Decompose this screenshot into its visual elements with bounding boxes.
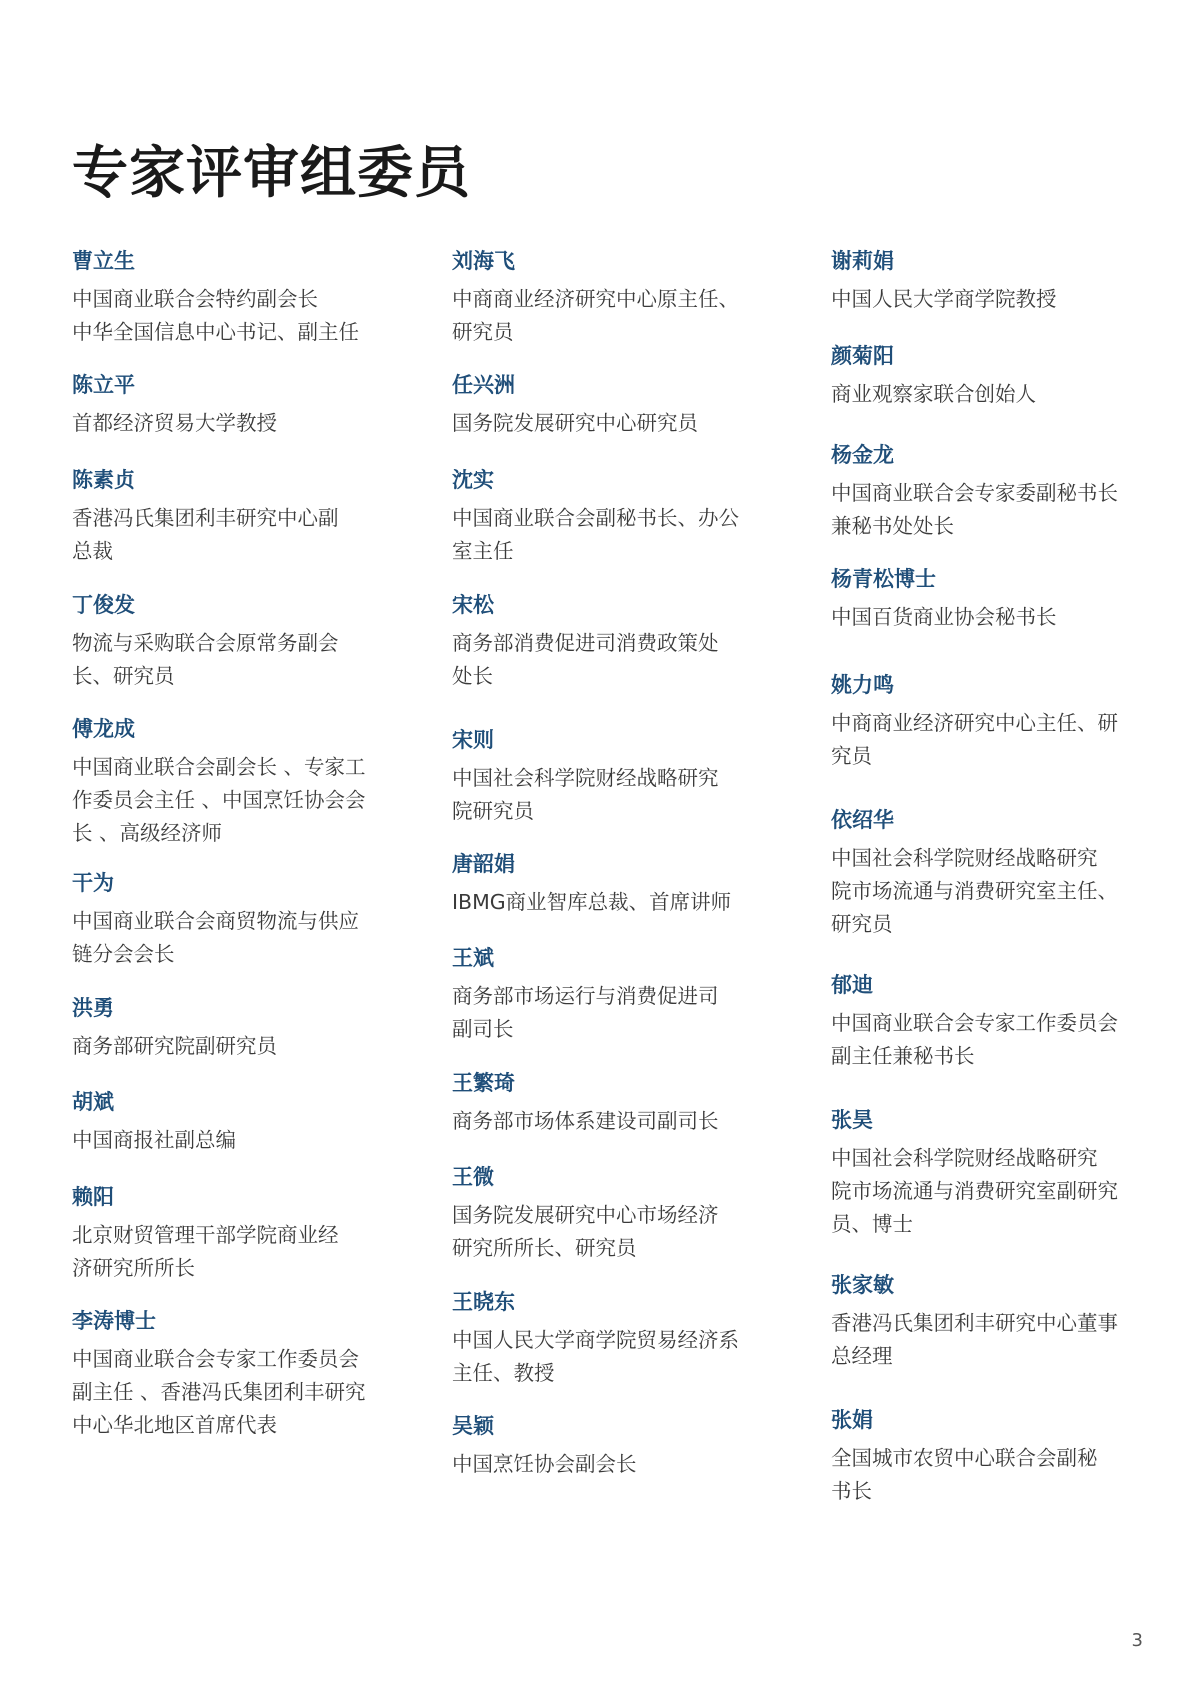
member-entry: [831, 341, 1161, 411]
member-name: 吴颖: [452, 1414, 494, 1438]
member-title: 商业观察家联合创始人: [831, 382, 1036, 406]
member-name: 颜菊阳: [831, 344, 894, 368]
member-title: 商务部研究院副研究员: [72, 1034, 277, 1058]
member-entry: [831, 1270, 1161, 1373]
member-entry: [72, 868, 402, 971]
member-name: 张娟: [831, 1408, 873, 1432]
member-title: 中国商业联合会特约副会长 中华全国信息中心书记、副主任: [72, 287, 359, 344]
member-name: 郁迪: [831, 973, 873, 997]
member-title: 全国城市农贸中心联合会副秘 书长: [831, 1446, 1098, 1503]
member-name: 依绍华: [831, 808, 894, 832]
member-title: 中国社会科学院财经战略研究 院市场流通与消费研究室主任、 研究员: [831, 846, 1118, 936]
member-name: 王斌: [452, 946, 494, 970]
member-name: 杨青松博士: [831, 567, 936, 591]
member-entry: [831, 670, 1161, 773]
member-name: 王晓东: [452, 1290, 515, 1314]
member-name: 李涛博士: [72, 1309, 156, 1333]
member-title: 首都经济贸易大学教授: [72, 411, 277, 435]
member-entry: [72, 993, 402, 1063]
member-name: 任兴洲: [452, 373, 515, 397]
member-title: 中商商业经济研究中心原主任、 研究员: [452, 287, 739, 344]
member-title: 中国商业联合会副秘书长、办公 室主任: [452, 506, 739, 563]
member-name: 洪勇: [72, 996, 114, 1020]
member-name: 赖阳: [72, 1185, 114, 1209]
member-entry: [72, 714, 402, 850]
member-entry: [72, 1087, 402, 1157]
member-title: 北京财贸管理干部学院商业经 济研究所所长: [72, 1223, 339, 1280]
member-title: 国务院发展研究中心市场经济 研究所所长、研究员: [452, 1203, 719, 1260]
member-name: 杨金龙: [831, 443, 894, 467]
member-name: 宋松: [452, 593, 494, 617]
member-entry: [831, 440, 1161, 543]
member-entry: [72, 246, 402, 349]
member-entry: [452, 1287, 782, 1390]
member-entry: [452, 849, 782, 919]
member-entry: [452, 590, 782, 693]
member-name: 王微: [452, 1165, 494, 1189]
member-title: 中国人民大学商学院贸易经济系 主任、教授: [452, 1328, 739, 1385]
member-entry: [452, 943, 782, 1046]
page-title: 专家评审组委员: [72, 141, 471, 206]
member-title: 中国商业联合会专家委副秘书长 兼秘书处处长: [831, 481, 1118, 538]
member-entry: [831, 1405, 1161, 1508]
member-title: 国务院发展研究中心研究员: [452, 411, 698, 435]
member-entry: [831, 246, 1161, 316]
member-name: 谢莉娟: [831, 249, 894, 273]
member-title: 商务部市场体系建设司副司长: [452, 1109, 719, 1133]
member-title: 中国社会科学院财经战略研究 院市场流通与消费研究室副研究 员、博士: [831, 1146, 1118, 1236]
member-entry: [72, 590, 402, 693]
member-name: 胡斌: [72, 1090, 114, 1114]
member-entry: [831, 970, 1161, 1073]
member-name: 王繁琦: [452, 1071, 515, 1095]
member-title: 中国商报社副总编: [72, 1128, 236, 1152]
member-title: 香港冯氏集团利丰研究中心副 总裁: [72, 506, 339, 563]
member-entry: [72, 1306, 402, 1442]
member-entry: [831, 805, 1161, 941]
member-name: 宋则: [452, 728, 494, 752]
member-entry: [452, 246, 782, 349]
member-title: 中国商业联合会专家工作委员会 副主任 、香港冯氏集团利丰研究 中心华北地区首席代表: [72, 1347, 366, 1437]
member-title: 中国社会科学院财经战略研究 院研究员: [452, 766, 719, 823]
member-title: 物流与采购联合会原常务副会 长、研究员: [72, 631, 339, 688]
member-entry: [72, 1182, 402, 1285]
member-entry: [72, 370, 402, 440]
member-name: 沈实: [452, 468, 494, 492]
member-name: 干为: [72, 871, 114, 895]
member-name: 陈素贞: [72, 468, 135, 492]
member-entry: [831, 564, 1161, 634]
member-title: 中商商业经济研究中心主任、研 究员: [831, 711, 1118, 768]
member-name: 唐韶娟: [452, 852, 515, 876]
member-name: 张家敏: [831, 1273, 894, 1297]
member-entry: [452, 725, 782, 828]
member-name: 刘海飞: [452, 249, 515, 273]
member-title: 香港冯氏集团利丰研究中心董事 总经理: [831, 1311, 1118, 1368]
member-title: 中国烹饪协会副会长: [452, 1452, 637, 1476]
member-entry: [452, 1068, 782, 1138]
member-name: 傅龙成: [72, 717, 135, 741]
member-title: 中国百货商业协会秘书长: [831, 605, 1057, 629]
member-entry: [452, 1162, 782, 1265]
member-title: 中国商业联合会副会长 、专家工 作委员会主任 、中国烹饪协会会 长 、高级经济师: [72, 755, 366, 845]
member-entry: [452, 465, 782, 568]
member-entry: [72, 465, 402, 568]
member-name: 姚力鸣: [831, 673, 894, 697]
member-entry: [452, 1411, 782, 1481]
member-name: 张昊: [831, 1108, 873, 1132]
member-entry: [452, 370, 782, 440]
member-entry: [831, 1105, 1161, 1241]
member-title: 商务部市场运行与消费促进司 副司长: [452, 984, 719, 1041]
page-number: 3: [1131, 1630, 1143, 1651]
member-title: 中国商业联合会专家工作委员会 副主任兼秘书长: [831, 1011, 1118, 1068]
member-title: 中国人民大学商学院教授: [831, 287, 1057, 311]
member-title: 中国商业联合会商贸物流与供应 链分会会长: [72, 909, 359, 966]
member-title: IBMG商业智库总裁、首席讲师: [452, 890, 732, 914]
member-name: 陈立平: [72, 373, 135, 397]
member-name: 丁俊发: [72, 593, 135, 617]
member-title: 商务部消费促进司消费政策处 处长: [452, 631, 719, 688]
member-name: 曹立生: [72, 249, 135, 273]
